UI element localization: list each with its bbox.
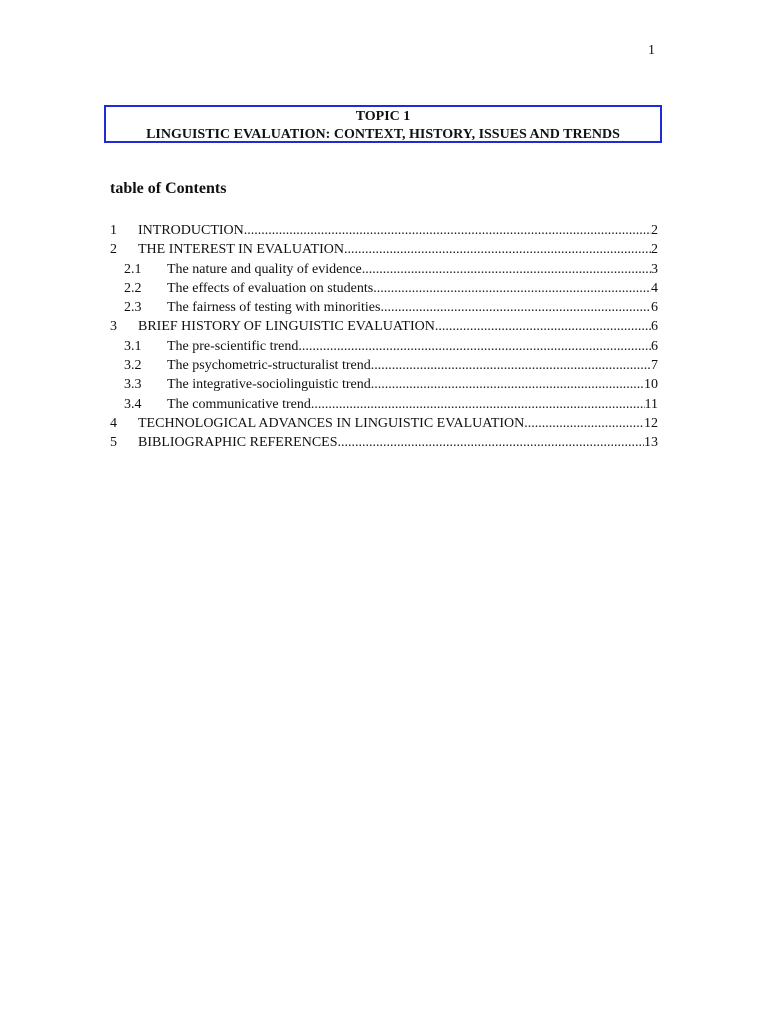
toc-entry-title: The integrative-sociolinguistic trend: [167, 377, 371, 393]
toc-entry-page: 6: [651, 319, 658, 335]
toc-entry-title: INTRODUCTION: [138, 223, 244, 238]
toc-entry-title: The nature and quality of evidence: [167, 261, 362, 277]
toc-entry-number: 3.3: [124, 377, 142, 393]
toc-leader-dots: [371, 356, 651, 375]
toc-entry-number: 2: [110, 242, 117, 258]
toc-entry[interactable]: [110, 260, 658, 279]
toc-entry[interactable]: [110, 279, 658, 298]
toc-heading: table of Contents: [110, 180, 227, 197]
toc-entry[interactable]: [110, 375, 658, 394]
toc-entry-page: 6: [651, 300, 658, 316]
toc-entry-page: 13: [644, 435, 658, 451]
toc-leader-dots: [244, 221, 651, 240]
toc-leader-dots: [338, 433, 644, 452]
toc-entry-number: 4: [110, 415, 117, 431]
toc-entry-title: BRIEF HISTORY OF LINGUISTIC EVALUATION: [138, 319, 435, 335]
toc-entry[interactable]: [110, 433, 658, 452]
toc-leader-dots: [298, 337, 651, 356]
toc-entry-number: 2.2: [124, 280, 142, 296]
toc-entry-page: 10: [644, 377, 658, 393]
toc-entry[interactable]: [110, 221, 658, 240]
toc-entry-number: 5: [110, 435, 117, 451]
toc-entry[interactable]: [110, 298, 658, 317]
toc-entry-page: 11: [644, 396, 658, 412]
toc-entry-title: The pre-scientific trend: [167, 338, 299, 354]
toc-entry-number: 3.1: [124, 338, 142, 354]
toc-leader-dots: [362, 260, 651, 279]
toc-entry-title: BIBLIOGRAPHIC REFERENCES: [138, 435, 338, 451]
toc-leader-dots: [371, 375, 644, 394]
toc-entry[interactable]: [110, 395, 658, 414]
toc-entry[interactable]: [110, 414, 658, 433]
toc-entry-number: 3.4: [124, 396, 142, 412]
toc-entry[interactable]: [110, 240, 658, 259]
toc-entry[interactable]: [110, 317, 658, 336]
toc-entry-page: 2: [651, 223, 658, 238]
toc-leader-dots: [373, 279, 651, 298]
toc-entry-number: 1: [110, 223, 117, 238]
toc-entry-title: The fairness of testing with minorities: [167, 300, 381, 316]
toc-entry-number: 3.2: [124, 358, 142, 374]
toc-entry-page: 4: [651, 280, 658, 296]
toc-entry-page: 3: [651, 261, 658, 277]
toc-entry-page: 2: [651, 242, 658, 258]
document-title: LINGUISTIC EVALUATION: CONTEXT, HISTORY, ISSUES AND TRENDS: [146, 127, 620, 142]
table-of-contents: [110, 221, 658, 453]
toc-entry-page: 7: [651, 358, 658, 374]
toc-leader-dots: [524, 414, 644, 433]
title-box: [104, 105, 662, 143]
toc-leader-dots: [435, 317, 651, 336]
toc-entry-title: The psychometric-structuralist trend: [167, 358, 371, 374]
toc-entry-title: THE INTEREST IN EVALUATION: [138, 242, 344, 258]
toc-entry-title: The communicative trend: [167, 396, 311, 412]
toc-entry-title: TECHNOLOGICAL ADVANCES IN LINGUISTIC EVALUATION: [138, 415, 525, 431]
page-number: 1: [648, 43, 655, 58]
topic-number: TOPIC 1: [355, 109, 411, 124]
toc-leader-dots: [380, 298, 651, 317]
toc-leader-dots: [344, 240, 651, 259]
toc-entry-title: The effects of evaluation on students: [167, 280, 374, 296]
toc-entry-number: 2.3: [124, 300, 142, 316]
toc-entry-page: 12: [644, 415, 658, 431]
toc-leader-dots: [311, 395, 645, 414]
toc-entry-page: 6: [651, 338, 658, 354]
toc-entry-number: 3: [110, 319, 117, 335]
toc-entry-number: 2.1: [124, 261, 142, 277]
toc-entry[interactable]: [110, 356, 658, 375]
toc-entry[interactable]: [110, 337, 658, 356]
